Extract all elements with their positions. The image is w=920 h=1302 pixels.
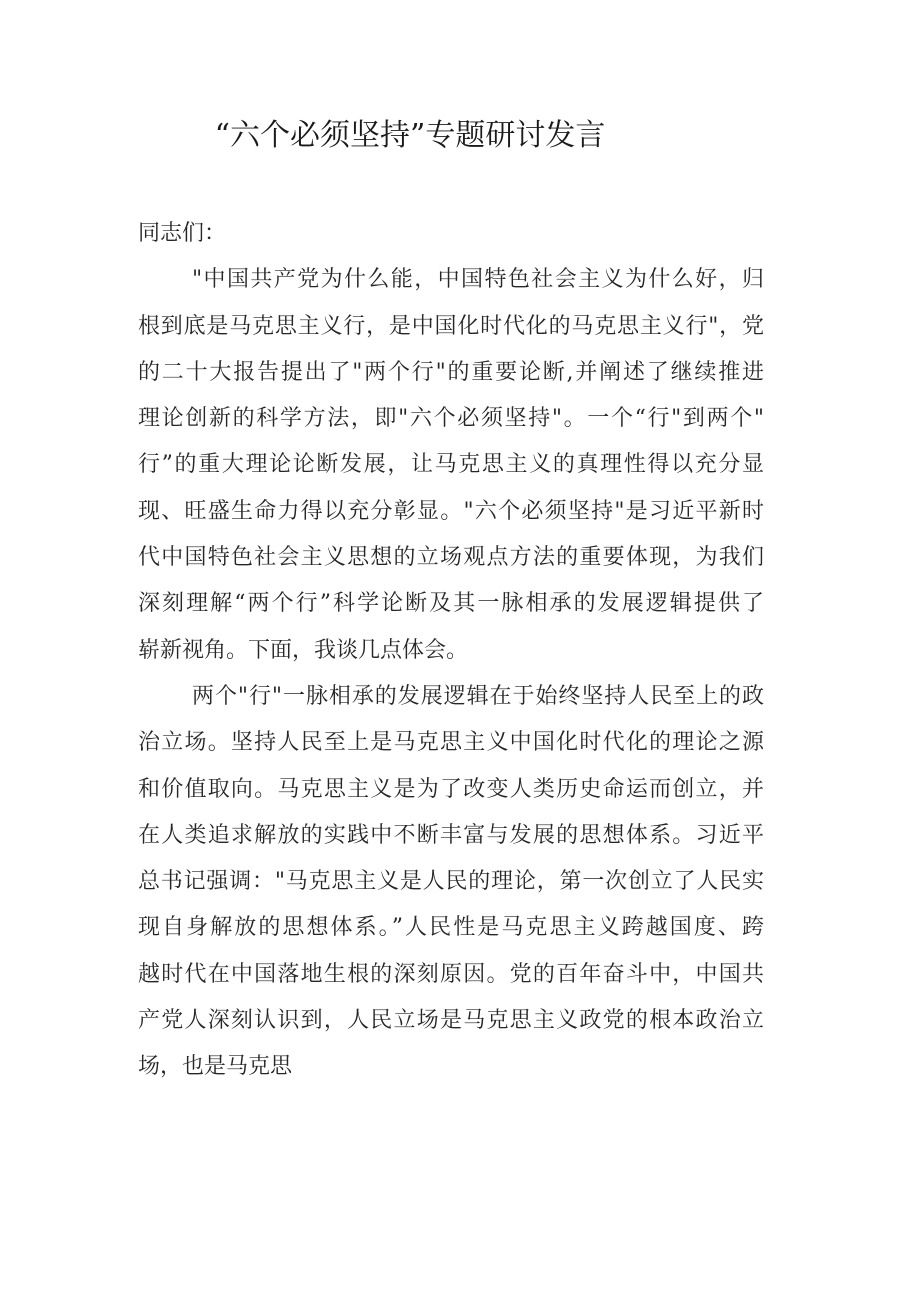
- document-body: [138, 211, 764, 1091]
- document-title: “六个必须坚持”专题研讨发言: [214, 118, 606, 153]
- paragraph-2: [138, 674, 764, 1091]
- paragraph-line: 在人类追求解放的实践中不断丰富与发展的思想体系。习近平: [138, 822, 764, 848]
- paragraph-line: 的二十大报告提出了"两个行"的重要论断,并阐述了继续推进: [138, 359, 764, 385]
- paragraph-line: 场，也是马克思: [138, 1054, 293, 1080]
- salutation: 同志们：: [138, 221, 227, 246]
- paragraph-line: 和价值取向。马克思主义是为了改变人类历史命运而创立，并: [138, 776, 764, 802]
- paragraph-line: 代中国特色社会主义思想的立场观点方法的重要体现，为我们: [138, 545, 764, 571]
- paragraph-line: 现自身解放的思想体系。”人民性是马克思主义跨越国度、跨: [138, 915, 764, 941]
- paragraph-line: 根到底是马克思主义行，是中国化时代化的马克思主义行"，党: [138, 313, 764, 339]
- paragraph-line: 治立场。坚持人民至上是马克思主义中国化时代化的理论之源: [138, 730, 764, 756]
- paragraph-line: 两个"行"一脉相承的发展逻辑在于始终坚持人民至上的政: [192, 683, 764, 709]
- paragraph-line: 现、旺盛生命力得以充分彰显。"六个必须坚持"是习近平新时: [138, 498, 764, 524]
- paragraph-line: 总书记强调："马克思主义是人民的理论，第一次创立了人民实: [138, 869, 764, 895]
- paragraph-line: 越时代在中国落地生根的深刻原因。党的百年奋斗中，中国共: [138, 961, 764, 987]
- paragraph-line: "中国共产党为什么能，中国特色社会主义为什么好，归: [192, 267, 764, 293]
- paragraph-line: 深刻理解“两个行”科学论断及其一脉相承的发展逻辑提供了: [138, 591, 764, 617]
- paragraph-1: [138, 257, 764, 674]
- paragraph-line: 崭新视角。下面，我谈几点体会。: [138, 637, 469, 663]
- paragraph-line: 理论创新的科学方法，即"六个必须坚持"。一个“行"到两个": [138, 406, 764, 432]
- paragraph-line: 行”的重大理论论断发展，让马克思主义的真理性得以充分显: [138, 452, 764, 478]
- paragraph-line: 产党人深刻认识到，人民立场是马克思主义政党的根本政治立: [138, 1008, 764, 1034]
